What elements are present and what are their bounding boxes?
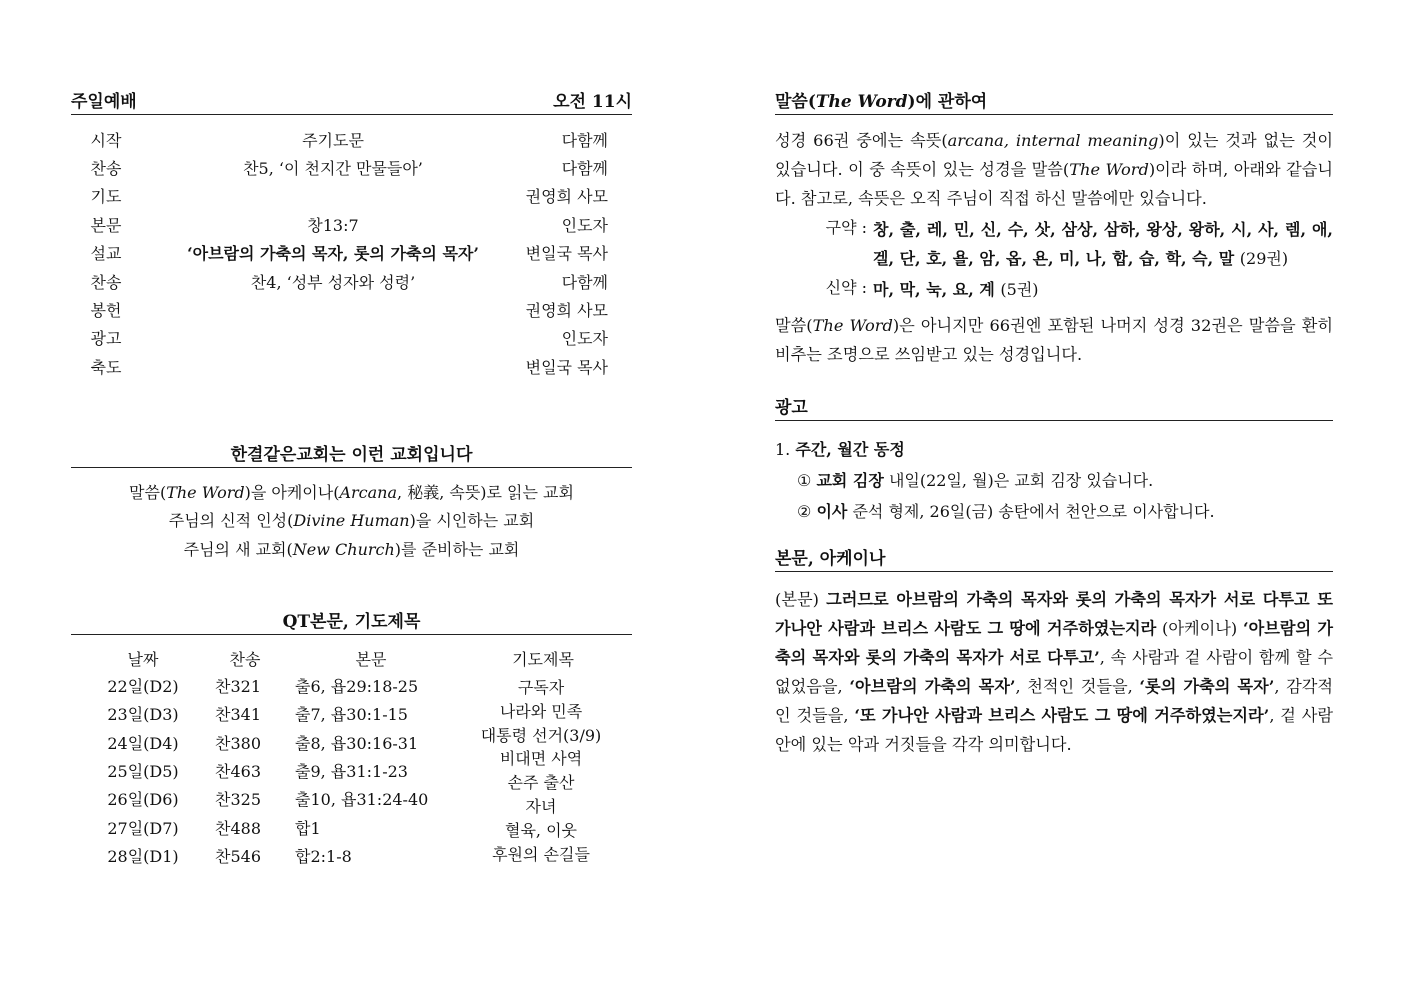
qt-text: 출6, 욥29:18-25: [295, 677, 419, 697]
qt-hymn: 찬546: [215, 846, 261, 866]
qt-text: 출10, 욥31:24-40: [295, 790, 429, 810]
qt-text: 출8, 욥30:16-31: [295, 733, 419, 753]
order-item: 봉헌: [90, 301, 122, 321]
qt-prayers: [461, 673, 621, 871]
qt-hymn: 찬325: [215, 790, 261, 810]
qt-header-row: [71, 643, 632, 673]
arcana-paragraph: (본문) 그러므로 아브람의 가축의 목자와 롯의 가축의 목자가 서로 다투고 또 가나안 사람과 브리스 사람도 그 땅에 거주하였는지라 (아케이나) ‘아브람의 가축의 목자와 롯의 가축의 목자가 서로 다투고’, 속 사람과 겉 사람이 함께 할 수 없었음을, ‘아브람의 가축의 목자’, 천적인 것들을, ‘롯의 가축의 목자’, 감각적인 것들을, ‘또 가나안 사람과 브리스 사람도 그 땅에 거주하였는지라’, 겉 사람 안에 있는 악과 거짓들을 각각 의미합니다.: [775, 590, 1333, 754]
ot-count: (29권): [1239, 249, 1289, 268]
worship-title: 주일예배: [71, 92, 137, 112]
word-paragraph-2: 말씀(The Word)은 아니지만 66권엔 포함된 나머지 성경 32권은 말씀을 환히 비추는 조명으로 쓰임받고 있는 성경입니다.: [775, 316, 1333, 364]
order-item: 광고: [90, 329, 122, 349]
qt-date: 24일(D4): [107, 733, 179, 753]
word-paragraph-1: 성경 66권 중에는 속뜻(arcana, internal meaning)이 있는 것과 없는 것이 있습니다. 이 중 속뜻이 있는 성경을 말씀(The Word)이라 하며, 아래와 같습니다. 참고로, 속뜻은 오직 주님이 직접 하신 말씀에만 있습니다.: [775, 131, 1333, 208]
nt-label: 신약 :: [825, 278, 867, 297]
ads-list: [775, 435, 1333, 527]
qt-prayer: 후원의 손길들: [492, 844, 590, 864]
identity-title: 한결같은교회는 이런 교회입니다: [230, 444, 473, 465]
order-row: [71, 324, 632, 352]
qt-col-hymn: 찬송: [229, 649, 261, 669]
qt-prayer: 손주 출산: [507, 773, 575, 793]
old-testament: [775, 215, 1333, 273]
order-item: 축도: [90, 357, 122, 377]
qt-date: 23일(D3): [107, 705, 179, 725]
arcana-header: [775, 549, 1333, 572]
word-title: 말씀(The Word)에 관하여: [775, 92, 988, 112]
qt-col-prayer: 기도제목: [512, 649, 574, 669]
order-item: 기도: [90, 187, 122, 207]
order-content: 창13:7: [307, 215, 359, 235]
order-row: [71, 239, 632, 267]
ads-heading: 1. 주간, 월간 동정: [775, 440, 905, 459]
order-content: 찬5, ‘이 천지간 만물들아’: [243, 159, 423, 179]
qt-col-text: 본문: [355, 649, 387, 669]
worship-order: [71, 125, 632, 381]
worship-header: [71, 92, 632, 115]
qt-text: 합2:1-8: [295, 846, 352, 866]
sermon-title: ‘아브람의 가축의 목자, 롯의 가축의 목자’: [187, 244, 479, 264]
order-leader: 권영희 사모: [525, 301, 608, 321]
qt-prayer: 혈육, 이웃: [505, 820, 577, 840]
ot-label: 구약 :: [825, 218, 867, 237]
qt-title: QT본문, 기도제목: [282, 612, 421, 633]
ads-item: ① 교회 김장 내일(22일, 월)은 교회 김장 있습니다.: [797, 471, 1154, 490]
order-item: 설교: [90, 244, 122, 264]
qt-hymn: 찬463: [215, 761, 261, 781]
qt-date: 25일(D5): [107, 761, 179, 781]
qt-prayer: 나라와 민족: [499, 701, 583, 721]
order-leader: 다함께: [561, 272, 608, 292]
order-row: [71, 352, 632, 380]
identity-line: 주님의 신적 인성(Divine Human)을 시인하는 교회: [168, 511, 535, 531]
word-header: [775, 92, 1333, 115]
order-item: 시작: [90, 130, 122, 150]
order-leader: 인도자: [561, 329, 608, 349]
order-item: 본문: [90, 215, 122, 235]
arcana-title: 본문, 아케이나: [775, 549, 886, 569]
qt-header: [71, 612, 632, 635]
order-leader: 변일국 목사: [525, 244, 608, 264]
nt-books: 마, 막, 눅, 요, 계 (5권): [873, 280, 1039, 299]
ads-header: [775, 398, 1333, 421]
order-row: [71, 182, 632, 210]
qt-prayer: 구독자: [517, 678, 565, 698]
order-leader: 인도자: [561, 215, 608, 235]
identity-line: 주님의 새 교회(New Church)를 준비하는 교회: [183, 539, 520, 559]
new-testament: [775, 275, 1333, 304]
qt-hymn: 찬380: [215, 733, 261, 753]
qt-hymns: [215, 673, 291, 871]
qt-texts: [291, 673, 461, 871]
qt-prayer: 대통령 선거(3/9): [480, 725, 602, 745]
qt-text: 출9, 욥31:1-23: [295, 761, 408, 781]
order-row: [71, 267, 632, 295]
qt-text: 출7, 욥30:1-15: [295, 705, 408, 725]
worship-time: 오전 11시: [553, 92, 632, 112]
order-leader: 변일국 목사: [525, 357, 608, 377]
right-column: [775, 92, 1333, 759]
qt-date: 22일(D2): [107, 677, 179, 697]
ads-item: ② 이사 준석 형제, 26일(금) 송탄에서 천안으로 이사합니다.: [797, 502, 1215, 521]
qt-date: 27일(D7): [107, 818, 179, 838]
order-leader: 권영희 사모: [525, 187, 608, 207]
nt-count: (5권): [1000, 280, 1039, 299]
ot-books: 창, 출, 레, 민, 신, 수, 삿, 삼상, 삼하, 왕상, 왕하, 시, 사, 렘, 애, 겔, 단, 호, 욜, 암, 옵, 욘, 미, 나, 합, 습, 학, 슥, 말 (29권): [873, 220, 1333, 268]
qt-col-date: 날짜: [127, 649, 159, 669]
order-item: 찬송: [90, 272, 122, 292]
qt-body: [71, 673, 632, 871]
qt-hymn: 찬321: [215, 677, 261, 697]
order-leader: 다함께: [561, 130, 608, 150]
order-row: [71, 210, 632, 238]
ads-title: 광고: [775, 398, 808, 418]
qt-dates: [71, 673, 215, 871]
qt-hymn: 찬488: [215, 818, 261, 838]
order-leader: 다함께: [561, 159, 608, 179]
order-row: [71, 153, 632, 181]
order-row: [71, 125, 632, 153]
qt-text: 합1: [295, 818, 321, 838]
order-item: 찬송: [90, 159, 122, 179]
identity-lines: [71, 479, 632, 565]
qt-prayer: 비대면 사역: [499, 749, 583, 769]
order-row: [71, 295, 632, 323]
qt-table: [71, 643, 632, 871]
identity-header: [71, 445, 632, 468]
qt-date: 26일(D6): [107, 790, 179, 810]
qt-date: 28일(D1): [107, 846, 179, 866]
qt-prayer: 자녀: [525, 797, 557, 816]
qt-hymn: 찬341: [215, 705, 261, 725]
order-content: 찬4, ‘성부 성자와 성령’: [250, 272, 416, 292]
order-content: 주기도문: [302, 130, 364, 150]
left-column: [71, 92, 632, 871]
identity-line: 말씀(The Word)을 아케이나(Arcana, 秘義, 속뜻)로 읽는 교회: [129, 482, 574, 502]
